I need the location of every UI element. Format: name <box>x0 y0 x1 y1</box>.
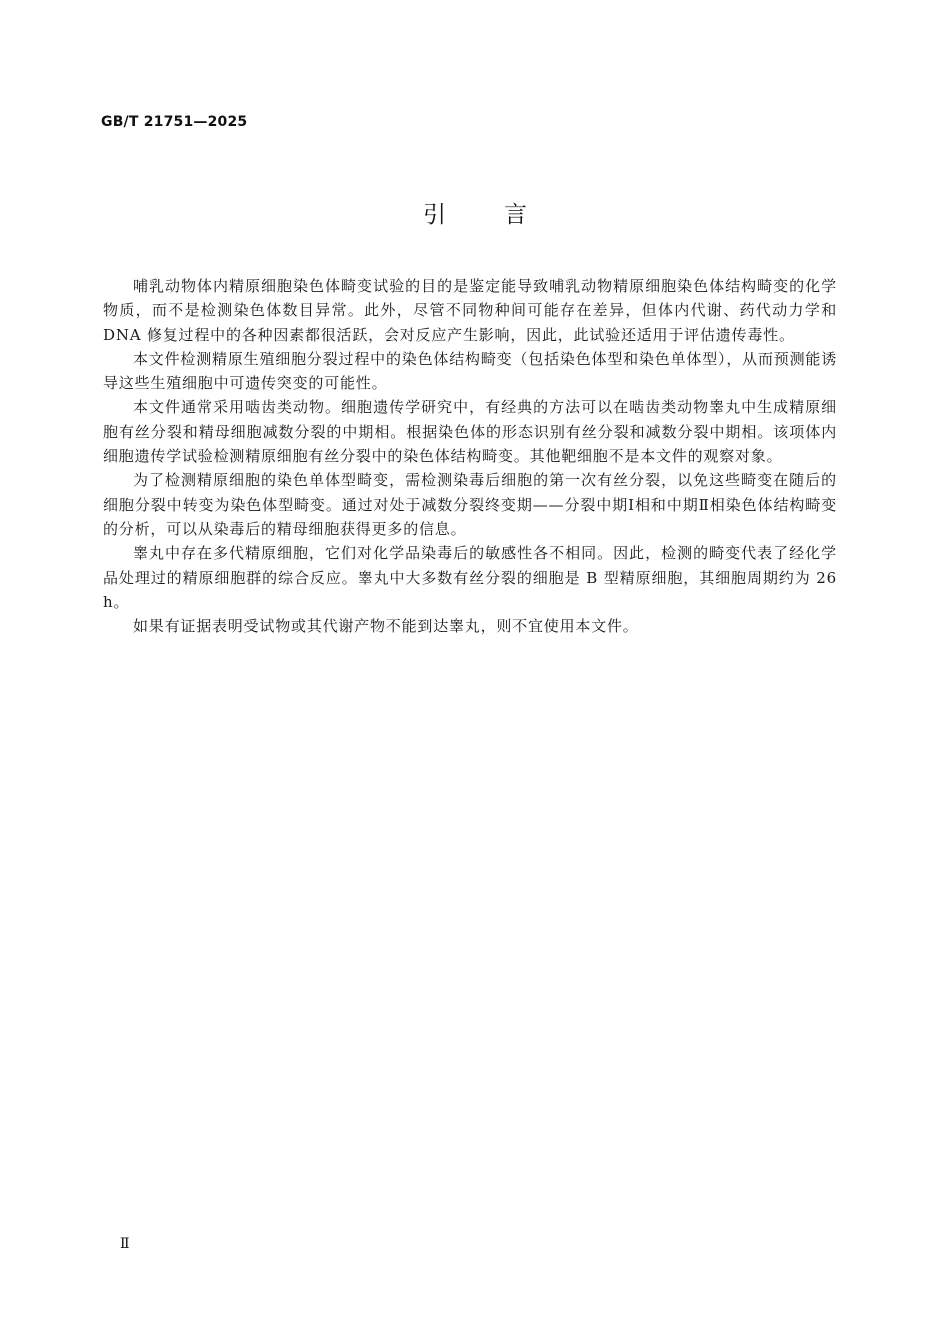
paragraph-2: 本文件检测精原生殖细胞分裂过程中的染色体结构畸变（包括染色体型和染色单体型），从而预测能诱导这些生殖细胞中可遗传突变的可能性。 <box>103 349 837 393</box>
document-code: GB/T 21751—2025 <box>101 114 248 130</box>
paragraph-5: 睾丸中存在多代精原细胞，它们对化学品染毒后的敏感性各不相同。因此，检测的畸变代表了经化学品处理过的精原细胞群的综合反应。睾丸中大多数有丝分裂的细胞是 B 型精原细胞，其细胞周期约为 26 h。 <box>103 544 837 611</box>
body-text <box>103 274 837 638</box>
page-number: Ⅱ <box>120 1236 130 1252</box>
paragraph-1: 哺乳动物体内精原细胞染色体畸变试验的目的是鉴定能导致哺乳动物精原细胞染色体结构畸变的化学物质，而不是检测染色体数目异常。此外，尽管不同物种间可能存在差异，但体内代谢、药代动力学和 DNA 修复过程中的各种因素都很活跃，会对反应产生影响，因此，此试验还适用于评估遗传毒性。 <box>103 277 837 344</box>
section-title: 引言 <box>423 202 585 228</box>
paragraph-4: 为了检测精原细胞的染色单体型畸变，需检测染毒后细胞的第一次有丝分裂，以免这些畸变在随后的细胞分裂中转变为染色体型畸变。通过对处于减数分裂终变期——分裂中期Ⅰ相和中期Ⅱ相染色体结构畸变的分析，可以从染毒后的精母细胞获得更多的信息。 <box>103 471 837 538</box>
paragraph-3: 本文件通常采用啮齿类动物。细胞遗传学研究中，有经典的方法可以在啮齿类动物睾丸中生成精原细胞有丝分裂和精母细胞减数分裂的中期相。根据染色体的形态识别有丝分裂和减数分裂中期相。该项体内细胞遗传学试验检测精原细胞有丝分裂中的染色体结构畸变。其他靶细胞不是本文件的观察对象。 <box>103 398 837 466</box>
paragraph-6: 如果有证据表明受试物或其代谢产物不能到达睾丸，则不宜使用本文件。 <box>133 617 639 636</box>
